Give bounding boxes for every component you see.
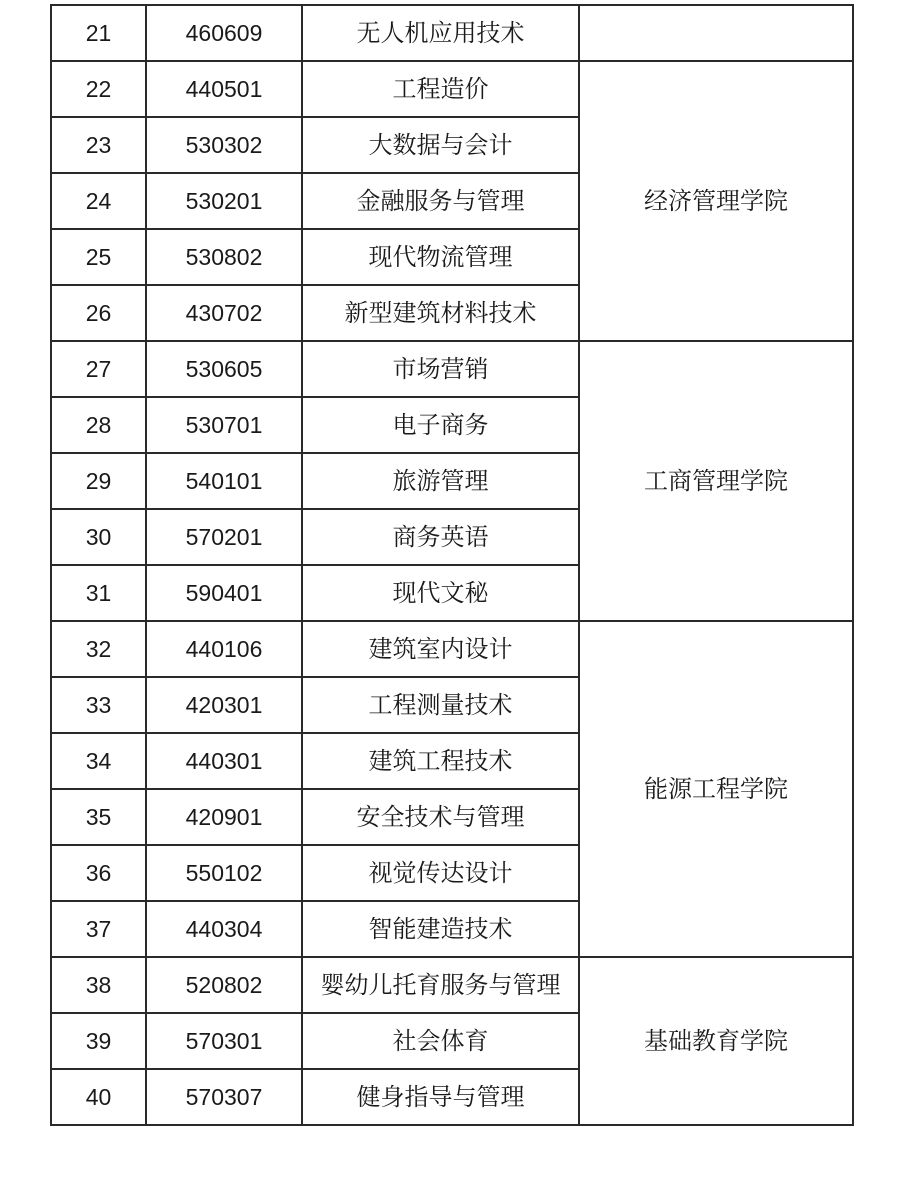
majors-table-sheet xyxy=(50,4,852,1126)
major-name-cell: 工程造价 xyxy=(302,61,579,117)
major-code-cell: 440304 xyxy=(146,901,302,957)
row-number-cell: 27 xyxy=(51,341,146,397)
major-name-cell: 新型建筑材料技术 xyxy=(302,285,579,341)
row-number-cell: 35 xyxy=(51,789,146,845)
major-name-cell: 现代文秘 xyxy=(302,565,579,621)
major-code-cell: 520802 xyxy=(146,957,302,1013)
major-code-cell: 570307 xyxy=(146,1069,302,1125)
major-code-cell: 430702 xyxy=(146,285,302,341)
major-name-cell: 婴幼儿托育服务与管理 xyxy=(302,957,579,1013)
major-code-cell: 420901 xyxy=(146,789,302,845)
major-code-cell: 530201 xyxy=(146,173,302,229)
major-code-cell: 590401 xyxy=(146,565,302,621)
row-number-cell: 33 xyxy=(51,677,146,733)
college-cell: 能源工程学院 xyxy=(579,621,853,957)
major-code-cell: 530802 xyxy=(146,229,302,285)
major-name-cell: 电子商务 xyxy=(302,397,579,453)
major-name-cell: 金融服务与管理 xyxy=(302,173,579,229)
table-row xyxy=(51,621,853,677)
major-code-cell: 460609 xyxy=(146,5,302,61)
row-number-cell: 29 xyxy=(51,453,146,509)
row-number-cell: 21 xyxy=(51,5,146,61)
major-code-cell: 570201 xyxy=(146,509,302,565)
row-number-cell: 32 xyxy=(51,621,146,677)
major-name-cell: 旅游管理 xyxy=(302,453,579,509)
major-code-cell: 570301 xyxy=(146,1013,302,1069)
college-cell: 工商管理学院 xyxy=(579,341,853,621)
table-row xyxy=(51,5,853,61)
major-code-cell: 440106 xyxy=(146,621,302,677)
major-name-cell: 商务英语 xyxy=(302,509,579,565)
row-number-cell: 23 xyxy=(51,117,146,173)
row-number-cell: 26 xyxy=(51,285,146,341)
major-name-cell: 市场营销 xyxy=(302,341,579,397)
major-name-cell: 建筑室内设计 xyxy=(302,621,579,677)
major-code-cell: 540101 xyxy=(146,453,302,509)
major-code-cell: 550102 xyxy=(146,845,302,901)
row-number-cell: 37 xyxy=(51,901,146,957)
major-name-cell: 健身指导与管理 xyxy=(302,1069,579,1125)
row-number-cell: 28 xyxy=(51,397,146,453)
row-number-cell: 22 xyxy=(51,61,146,117)
major-code-cell: 420301 xyxy=(146,677,302,733)
majors-table xyxy=(50,4,854,1126)
row-number-cell: 34 xyxy=(51,733,146,789)
table-row xyxy=(51,341,853,397)
major-name-cell: 工程测量技术 xyxy=(302,677,579,733)
major-code-cell: 440301 xyxy=(146,733,302,789)
row-number-cell: 24 xyxy=(51,173,146,229)
college-cell xyxy=(579,5,853,61)
major-code-cell: 530701 xyxy=(146,397,302,453)
major-code-cell: 530605 xyxy=(146,341,302,397)
major-name-cell: 智能建造技术 xyxy=(302,901,579,957)
majors-table-body xyxy=(51,5,853,1125)
row-number-cell: 36 xyxy=(51,845,146,901)
row-number-cell: 31 xyxy=(51,565,146,621)
major-name-cell: 无人机应用技术 xyxy=(302,5,579,61)
row-number-cell: 25 xyxy=(51,229,146,285)
table-row xyxy=(51,61,853,117)
college-cell: 经济管理学院 xyxy=(579,61,853,341)
major-name-cell: 现代物流管理 xyxy=(302,229,579,285)
major-name-cell: 安全技术与管理 xyxy=(302,789,579,845)
row-number-cell: 40 xyxy=(51,1069,146,1125)
major-name-cell: 建筑工程技术 xyxy=(302,733,579,789)
table-row xyxy=(51,957,853,1013)
major-name-cell: 社会体育 xyxy=(302,1013,579,1069)
major-name-cell: 视觉传达设计 xyxy=(302,845,579,901)
major-code-cell: 530302 xyxy=(146,117,302,173)
college-cell: 基础教育学院 xyxy=(579,957,853,1125)
major-name-cell: 大数据与会计 xyxy=(302,117,579,173)
row-number-cell: 38 xyxy=(51,957,146,1013)
major-code-cell: 440501 xyxy=(146,61,302,117)
row-number-cell: 30 xyxy=(51,509,146,565)
row-number-cell: 39 xyxy=(51,1013,146,1069)
